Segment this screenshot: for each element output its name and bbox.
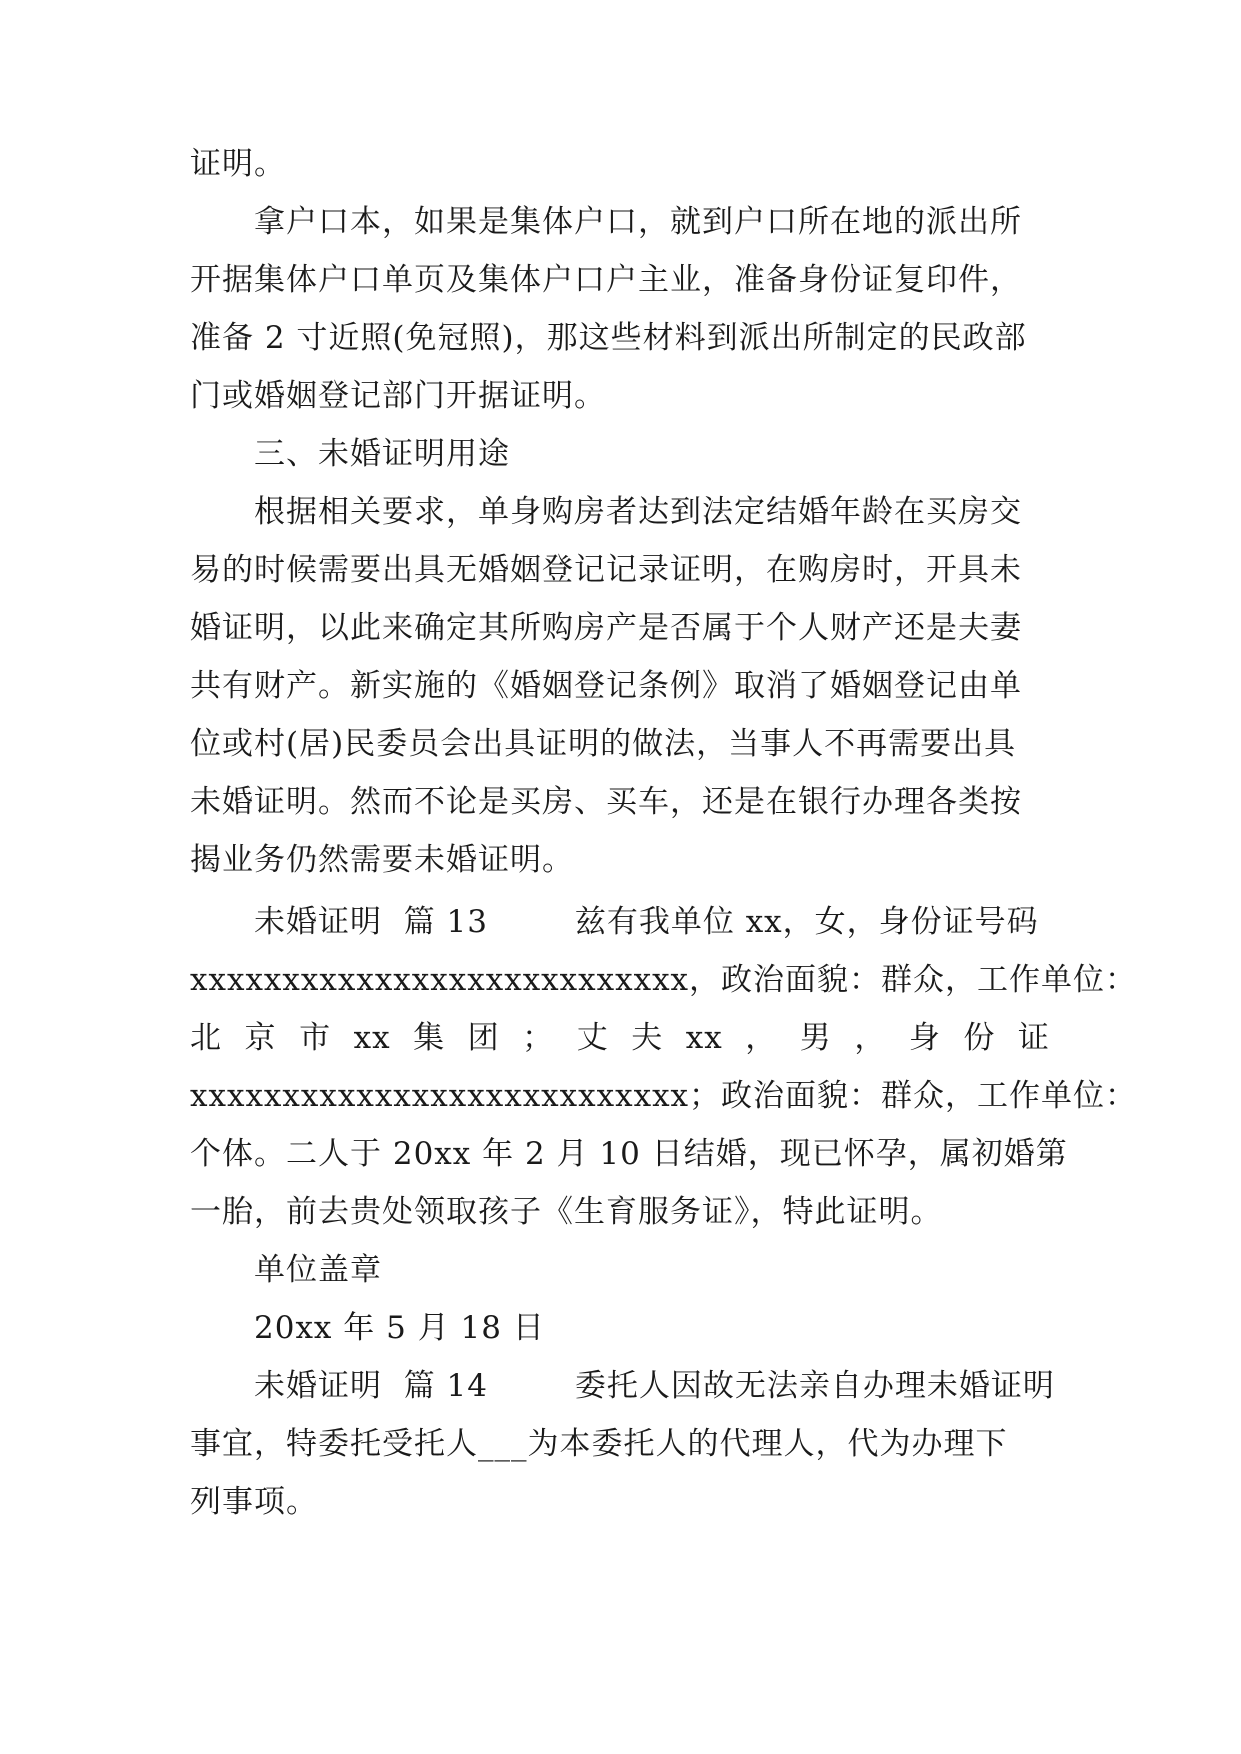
paragraph-line: 未婚证明。然而不论是买房、买车，还是在银行办理各类按	[190, 784, 1022, 820]
section-heading: 未婚证明 篇 13 兹有我单位 xx，女，身份证号码	[254, 904, 1039, 940]
spaced-token: 京	[244, 1020, 277, 1056]
paragraph-line: 拿户口本，如果是集体户口，就到户口所在地的派出所	[254, 204, 1022, 240]
spaced-token: xx	[353, 1020, 391, 1056]
seal-label: 单位盖章	[254, 1252, 382, 1288]
spaced-token: 身	[908, 1020, 941, 1056]
spaced-token: 集	[413, 1020, 446, 1056]
paragraph-line: 一胎，前去贵处领取孩子《生育服务证》，特此证明。	[190, 1194, 943, 1230]
paragraph-line: 揭业务仍然需要未婚证明。	[190, 842, 574, 878]
spaced-token: xx	[685, 1020, 723, 1056]
spaced-token: 北	[190, 1020, 222, 1056]
paragraph-line-spaced	[190, 1009, 1050, 1067]
paragraph-line: 证明。	[190, 146, 286, 182]
paragraph-line: 个体。二人于 20xx 年 2 月 10 日结婚，现已怀孕，属初婚第	[190, 1136, 1068, 1172]
spaced-token: ，	[745, 1020, 778, 1056]
paragraph-line: 共有财产。新实施的《婚姻登记条例》取消了婚姻登记由单	[190, 668, 1022, 704]
date-line: 20xx 年 5 月 18 日	[254, 1310, 545, 1346]
paragraph-line: 开据集体户口单页及集体户口户主业，准备身份证复印件，	[190, 262, 1022, 298]
spaced-token: ，	[854, 1020, 887, 1056]
paragraph-line: 门或婚姻登记部门开据证明。	[190, 378, 606, 414]
spaced-token: 证	[1017, 1020, 1050, 1056]
spaced-token: 份	[963, 1020, 996, 1056]
paragraph-line: 列事项。	[190, 1484, 318, 1520]
spaced-token: 丈	[576, 1020, 609, 1056]
paragraph-line: 准备 2 寸近照(免冠照)，那这些材料到派出所制定的民政部	[190, 320, 1027, 356]
paragraph-line: 婚证明，以此来确定其所购房产是否属于个人财产还是夫妻	[190, 610, 1022, 646]
spaced-token: 团	[467, 1020, 500, 1056]
paragraph-line: 根据相关要求，单身购房者达到法定结婚年龄在买房交	[254, 494, 1022, 530]
paragraph-line: 位或村(居)民委员会出具证明的做法，当事人不再需要出具	[190, 726, 1017, 762]
spaced-token: ；	[522, 1020, 555, 1056]
paragraph-line: xxxxxxxxxxxxxxxxxxxxxxxxxxx；政治面貌：群众，工作单位：	[190, 1078, 1138, 1114]
paragraph-line: 易的时候需要出具无婚姻登记记录证明，在购房时，开具未	[190, 552, 1022, 588]
section-heading: 三、未婚证明用途	[254, 436, 510, 472]
paragraph-line: 事宜，特委托受托人___为本委托人的代理人，代为办理下	[190, 1426, 1008, 1462]
spaced-token: 男	[799, 1020, 832, 1056]
section-heading: 未婚证明 篇 14 委托人因故无法亲自办理未婚证明	[254, 1368, 1055, 1404]
spaced-token: 夫	[631, 1020, 664, 1056]
spaced-token: 市	[299, 1020, 332, 1056]
paragraph-line: xxxxxxxxxxxxxxxxxxxxxxxxxxx，政治面貌：群众，工作单位：	[190, 962, 1138, 998]
